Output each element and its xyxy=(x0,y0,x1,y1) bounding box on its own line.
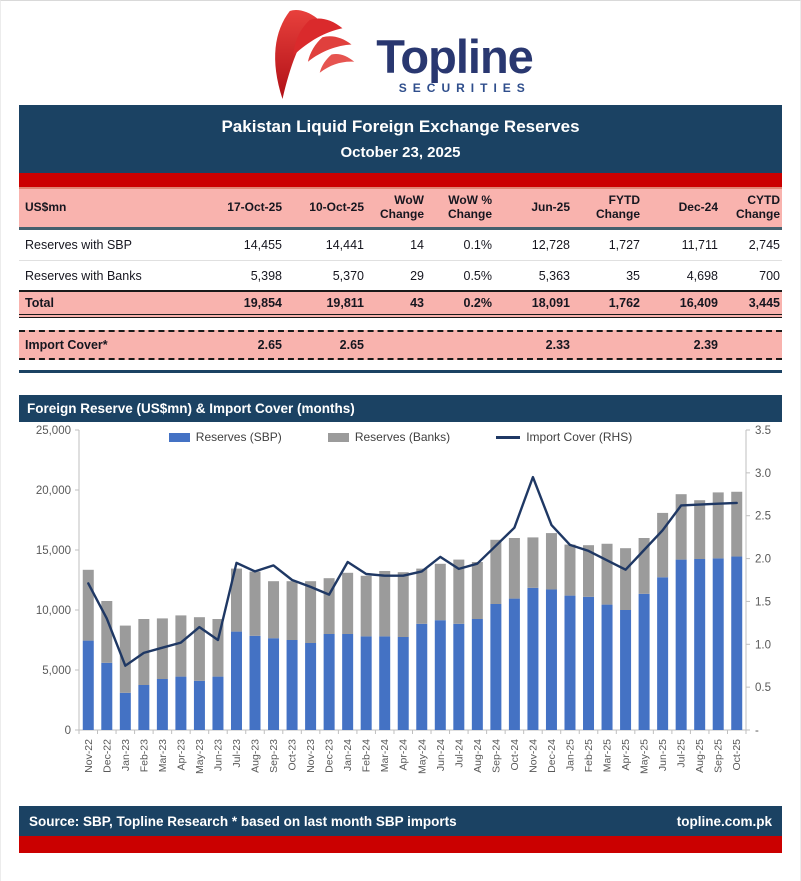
value-cell: 43 xyxy=(410,296,424,310)
x-axis-label: Oct-23 xyxy=(286,739,299,771)
x-axis-label: Apr-23 xyxy=(175,739,188,771)
bar-sbp-Mar-23 xyxy=(157,679,168,730)
col-header: Dec-24 xyxy=(678,200,718,215)
bar-banks-Oct-23 xyxy=(287,581,298,640)
legend-label: Import Cover (RHS) xyxy=(526,430,633,444)
x-axis-label: Oct-24 xyxy=(508,739,521,771)
value-cell: 19,854 xyxy=(243,296,282,310)
bar-sbp-Oct-24 xyxy=(509,599,520,730)
right-axis-label: 3.5 xyxy=(755,425,771,437)
bar-sbp-Jun-24 xyxy=(435,620,446,730)
left-axis-label: 15,000 xyxy=(35,545,71,557)
x-axis-label: Oct-25 xyxy=(731,739,744,771)
x-axis-label: Mar-23 xyxy=(156,739,169,773)
red-divider xyxy=(19,173,782,189)
bar-banks-Jul-25 xyxy=(676,494,687,559)
bar-sbp-Dec-22 xyxy=(101,663,112,730)
col-header: 10-Oct-25 xyxy=(309,200,364,215)
x-axis-label: Sep-24 xyxy=(490,739,503,773)
bar-sbp-Jul-23 xyxy=(231,632,242,730)
x-axis-label: Sep-23 xyxy=(268,739,281,773)
chart-section xyxy=(19,395,782,792)
value-cell: 5,370 xyxy=(332,268,364,283)
bar-sbp-Sep-25 xyxy=(713,558,724,730)
table-row-total xyxy=(19,290,782,318)
bar-banks-Nov-22 xyxy=(83,570,94,641)
x-axis-label: Dec-22 xyxy=(101,739,114,773)
bar-sbp-Aug-25 xyxy=(694,559,705,730)
value-cell: 14 xyxy=(410,238,424,252)
value-cell: 2.65 xyxy=(339,338,364,352)
col-header: 17-Oct-25 xyxy=(227,200,282,215)
right-axis-label: - xyxy=(755,725,759,737)
value-cell: 700 xyxy=(759,268,780,283)
row-label: Reserves with SBP xyxy=(25,238,132,252)
logo-brand: Topline xyxy=(376,30,533,83)
bar-banks-Nov-23 xyxy=(305,581,316,643)
x-axis-label: Mar-25 xyxy=(601,739,614,773)
legend-swatch-blue xyxy=(169,433,190,442)
topline-flame-icon xyxy=(268,7,386,103)
bar-sbp-Nov-22 xyxy=(83,641,94,730)
bar-banks-Aug-24 xyxy=(472,562,483,619)
value-cell: 2.65 xyxy=(257,338,282,352)
value-cell: 18,091 xyxy=(531,296,570,310)
title-banner xyxy=(19,105,782,173)
bar-sbp-Jan-25 xyxy=(564,596,575,730)
footer-bar xyxy=(19,806,782,836)
bar-sbp-Aug-24 xyxy=(472,619,483,730)
logo xyxy=(1,1,800,105)
bar-sbp-Jun-25 xyxy=(657,577,668,730)
bar-sbp-Sep-24 xyxy=(490,604,501,730)
left-axis-label: 10,000 xyxy=(35,605,71,617)
left-axis-label: 25,000 xyxy=(35,425,71,437)
bar-banks-Mar-24 xyxy=(379,571,390,636)
logo-subtitle: SECURITIES xyxy=(398,81,531,95)
col-header: WoW Change xyxy=(379,193,424,221)
left-axis-label: 20,000 xyxy=(35,485,71,497)
bar-banks-Jun-25 xyxy=(657,513,668,577)
right-axis-label: 1.0 xyxy=(755,639,771,652)
x-axis-label: Feb-25 xyxy=(583,739,596,773)
x-axis-label: Apr-25 xyxy=(620,739,633,771)
right-axis-label: 0.5 xyxy=(755,682,771,695)
value-cell: 0.1% xyxy=(463,238,492,252)
bar-banks-Dec-24 xyxy=(546,533,557,589)
legend-swatch-line xyxy=(496,436,520,439)
value-cell: 5,363 xyxy=(538,268,570,283)
bar-sbp-Apr-24 xyxy=(398,637,409,730)
legend-item-cover xyxy=(496,430,632,444)
x-axis-label: Nov-24 xyxy=(527,739,540,773)
value-cell: 5,398 xyxy=(250,268,282,283)
x-axis-label: Aug-24 xyxy=(471,739,484,773)
bar-banks-Apr-24 xyxy=(398,572,409,637)
bar-sbp-Feb-25 xyxy=(583,597,594,730)
bar-banks-Jan-24 xyxy=(342,573,353,634)
bar-banks-Apr-25 xyxy=(620,548,631,610)
bar-sbp-Jan-24 xyxy=(342,634,353,730)
x-axis-label: Jan-24 xyxy=(342,739,355,772)
x-axis-label: May-25 xyxy=(638,739,651,775)
x-axis-label: Jul-24 xyxy=(453,739,466,768)
bar-banks-Mar-25 xyxy=(602,544,613,605)
bar-sbp-Feb-24 xyxy=(361,636,372,730)
chart-title-bar: Foreign Reserve (US$mn) & Import Cover (months) xyxy=(19,395,782,422)
col-header: WoW % Change xyxy=(447,193,492,221)
x-axis-label: Jun-24 xyxy=(434,739,447,772)
bar-sbp-Nov-23 xyxy=(305,643,316,730)
bar-banks-Nov-24 xyxy=(527,537,538,587)
x-axis-label: Dec-24 xyxy=(545,739,558,773)
footer-red-band xyxy=(19,836,782,853)
x-axis-label: Mar-24 xyxy=(379,739,392,773)
x-axis-label: Sep-25 xyxy=(712,739,725,773)
x-axis-label: Jul-25 xyxy=(675,739,688,768)
right-axis-label: 2.5 xyxy=(755,510,771,523)
x-axis-label: Jan-23 xyxy=(119,739,132,772)
value-cell: 29 xyxy=(410,268,424,283)
x-axis-label: Aug-23 xyxy=(249,739,262,773)
x-axis-label: Nov-23 xyxy=(305,739,318,773)
bar-banks-Sep-25 xyxy=(713,492,724,558)
value-cell: 11,711 xyxy=(681,238,718,252)
table-bottom-rule xyxy=(19,370,782,373)
left-axis-label: 5,000 xyxy=(42,665,71,677)
bar-sbp-Oct-23 xyxy=(287,640,298,730)
logo-text xyxy=(376,30,533,95)
table-row-banks xyxy=(19,260,782,290)
bar-sbp-May-24 xyxy=(416,624,427,730)
value-cell: 14,455 xyxy=(243,238,282,252)
bar-sbp-Jul-24 xyxy=(453,624,464,730)
legend-item-sbp xyxy=(169,430,282,444)
col-header: Jun-25 xyxy=(531,200,570,215)
x-axis-label: Jan-25 xyxy=(564,739,577,772)
bar-sbp-Mar-24 xyxy=(379,636,390,730)
chart-body xyxy=(19,422,782,792)
x-axis-label: Feb-24 xyxy=(360,739,373,773)
col-header: CYTD Change xyxy=(735,193,780,221)
value-cell: 2.39 xyxy=(693,338,718,352)
chart-legend xyxy=(19,430,782,444)
x-axis-label: Feb-23 xyxy=(138,739,151,773)
value-cell: 19,811 xyxy=(326,296,364,310)
bar-sbp-Aug-23 xyxy=(250,636,261,730)
reserves-table xyxy=(19,189,782,373)
value-cell: 1,727 xyxy=(608,238,640,252)
bar-banks-Jan-25 xyxy=(564,545,575,596)
x-axis-label: Aug-25 xyxy=(694,739,707,773)
table-row-sbp xyxy=(19,230,782,260)
bar-sbp-Oct-25 xyxy=(731,557,742,730)
source-note: Source: SBP, Topline Research * based on last month SBP imports xyxy=(29,813,457,829)
value-cell: 0.2% xyxy=(463,296,492,310)
value-cell: 2,745 xyxy=(748,238,780,252)
value-cell: 0.5% xyxy=(463,268,492,283)
bar-sbp-Jan-23 xyxy=(120,693,131,730)
legend-label: Reserves (Banks) xyxy=(354,430,451,444)
bar-sbp-May-23 xyxy=(194,681,205,730)
x-axis-label: Jun-25 xyxy=(657,739,670,772)
value-cell: 14,441 xyxy=(325,238,364,252)
value-cell: 3,445 xyxy=(748,296,780,310)
x-axis-label: Jun-23 xyxy=(212,739,225,772)
bar-sbp-Apr-25 xyxy=(620,610,631,730)
bar-sbp-Dec-24 xyxy=(546,589,557,730)
report-title: Pakistan Liquid Foreign Exchange Reserves xyxy=(221,117,580,136)
bar-sbp-Feb-23 xyxy=(138,685,149,730)
bar-sbp-Sep-23 xyxy=(268,638,279,730)
value-cell: 4,698 xyxy=(686,268,718,283)
bar-sbp-Jul-25 xyxy=(676,560,687,730)
bar-sbp-May-25 xyxy=(639,594,650,730)
bar-banks-Aug-23 xyxy=(250,572,261,636)
bar-banks-Oct-25 xyxy=(731,492,742,557)
bar-sbp-Dec-23 xyxy=(324,634,335,730)
legend-label: Reserves (SBP) xyxy=(195,430,282,444)
x-axis-label: Dec-23 xyxy=(323,739,336,773)
value-cell: 12,728 xyxy=(531,238,570,252)
bar-sbp-Jun-23 xyxy=(212,677,223,730)
left-axis-label: 0 xyxy=(64,725,71,737)
bar-sbp-Nov-24 xyxy=(527,588,538,730)
value-cell: 35 xyxy=(626,268,640,283)
reserves-import-cover-chart xyxy=(19,422,784,788)
website: topline.com.pk xyxy=(676,813,772,829)
legend-swatch-gray xyxy=(328,433,349,442)
right-axis-label: 3.0 xyxy=(755,467,771,480)
row-label: Reserves with Banks xyxy=(25,268,142,283)
bar-sbp-Mar-25 xyxy=(602,605,613,730)
table-header-row xyxy=(19,189,782,227)
bar-sbp-Apr-23 xyxy=(175,677,186,730)
x-axis-label: May-24 xyxy=(416,739,429,775)
x-axis-label: Apr-24 xyxy=(397,739,410,771)
legend-item-banks xyxy=(328,430,450,444)
x-axis-label: Nov-22 xyxy=(82,739,95,773)
right-axis-label: 1.5 xyxy=(755,596,771,609)
x-axis-label: May-23 xyxy=(193,739,206,775)
report-date: October 23, 2025 xyxy=(340,144,461,161)
bar-banks-Jun-24 xyxy=(435,564,446,620)
unit-label: US$mn xyxy=(25,200,67,215)
row-label: Total xyxy=(25,296,54,310)
value-cell: 2.33 xyxy=(545,338,570,352)
row-label: Import Cover* xyxy=(25,338,108,352)
bar-banks-Aug-25 xyxy=(694,500,705,559)
table-row-import-cover xyxy=(19,330,782,360)
bar-banks-May-24 xyxy=(416,569,427,624)
bar-banks-Apr-23 xyxy=(175,615,186,676)
value-cell: 1,762 xyxy=(608,296,640,310)
col-header: FYTD Change xyxy=(595,193,640,221)
x-axis-label: Jul-23 xyxy=(230,739,243,768)
value-cell: 16,409 xyxy=(679,296,718,310)
bar-banks-Oct-24 xyxy=(509,538,520,599)
bar-banks-Sep-23 xyxy=(268,581,279,638)
right-axis-label: 2.0 xyxy=(755,553,771,566)
bar-banks-Feb-24 xyxy=(361,576,372,637)
